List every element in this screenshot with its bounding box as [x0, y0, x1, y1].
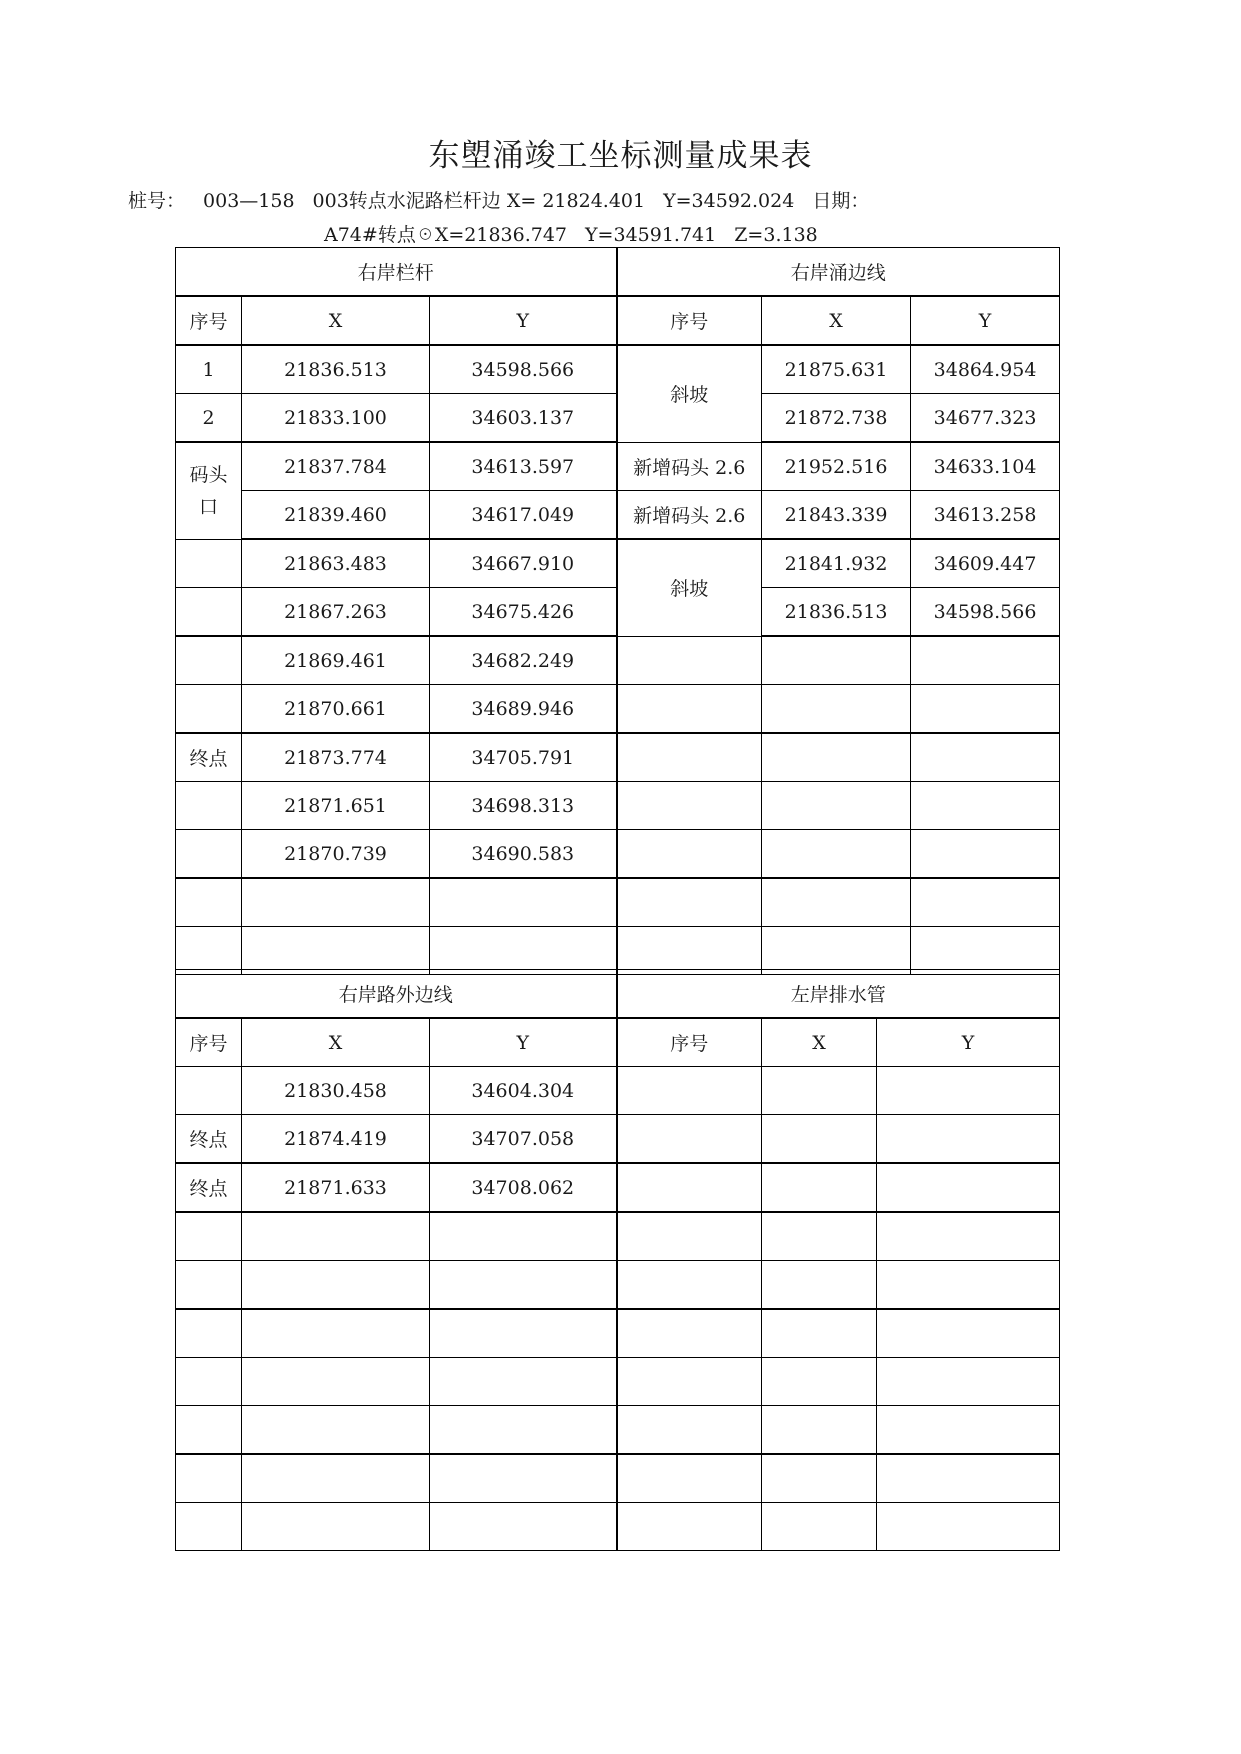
cell-empty [762, 1163, 877, 1212]
cell-x: 21952.516 [762, 442, 911, 491]
cell-empty [762, 1309, 877, 1358]
cell-y: 34609.447 [911, 539, 1060, 588]
table-row [176, 1406, 1060, 1455]
table-row [176, 830, 1060, 879]
cell-empty [430, 1261, 617, 1310]
table-row [176, 733, 1060, 782]
cell-x: 21875.631 [762, 345, 911, 394]
cell-empty [762, 830, 911, 879]
cell-empty [762, 1358, 877, 1406]
cell-seq: 新增码头 2.6 [617, 442, 762, 491]
cell-y: 34675.426 [430, 588, 617, 637]
cell-empty [430, 1212, 617, 1261]
cell-empty [242, 1454, 430, 1503]
cell-empty [176, 1309, 242, 1358]
table-row [176, 1503, 1060, 1551]
table-row [176, 1309, 1060, 1358]
cell-x: 21841.932 [762, 539, 911, 588]
cell-seq: 斜坡 [617, 345, 762, 442]
cell-empty [911, 733, 1060, 782]
cell-empty [430, 878, 617, 927]
table-row [176, 1067, 1060, 1115]
cell-empty [911, 927, 1060, 975]
cell-empty [762, 733, 911, 782]
cell-seq: 斜坡 [617, 539, 762, 636]
cell-empty [242, 1212, 430, 1261]
cell-empty [617, 927, 762, 975]
cell-empty [877, 1358, 1060, 1406]
cell-empty [877, 1454, 1060, 1503]
cell-x: 21870.739 [242, 830, 430, 879]
cell-empty [617, 1212, 762, 1261]
cell-empty [617, 782, 762, 830]
cell-x: 21833.100 [242, 394, 430, 443]
cell-empty [762, 782, 911, 830]
cell-y: 34613.597 [430, 442, 617, 491]
table-row [176, 1212, 1060, 1261]
cell-seq [176, 588, 242, 637]
stake-value: 003—158 [203, 190, 295, 212]
table-row [176, 1358, 1060, 1406]
cell-y: 34690.583 [430, 830, 617, 879]
point2-x: A74#转点☉X=21836.747 [324, 224, 568, 246]
table-row [176, 1261, 1060, 1310]
cell-empty [617, 878, 762, 927]
cell-empty [617, 1309, 762, 1358]
cell-empty [617, 1454, 762, 1503]
cell-empty [911, 636, 1060, 685]
cell-empty [617, 1163, 762, 1212]
cell-empty [877, 1067, 1060, 1115]
header-x: X [242, 296, 430, 345]
point1-x: 003转点水泥路栏杆边 X= 21824.401 [312, 190, 646, 212]
cell-y: 34613.258 [911, 491, 1060, 540]
cell-seq [176, 539, 242, 588]
cell-empty [176, 1503, 242, 1551]
cell-x: 21839.460 [242, 491, 430, 540]
cell-y: 34617.049 [430, 491, 617, 540]
cell-empty [176, 927, 242, 975]
cell-empty [430, 1406, 617, 1455]
cell-empty [762, 1115, 877, 1164]
header-seq: 序号 [617, 296, 762, 345]
cell-empty [242, 1309, 430, 1358]
cell-seq [176, 830, 242, 879]
cell-empty [176, 1454, 242, 1503]
cell-empty [617, 1115, 762, 1164]
cell-x: 21873.774 [242, 733, 430, 782]
table-row [176, 442, 1060, 491]
table-row [176, 1115, 1060, 1164]
cell-empty [176, 1261, 242, 1310]
cell-empty [430, 927, 617, 975]
cell-seq [176, 685, 242, 734]
header-x: X [762, 296, 911, 345]
point2-z: Z=3.138 [734, 224, 818, 246]
cell-empty [762, 1261, 877, 1310]
cell-y: 34604.304 [430, 1067, 617, 1115]
cell-y: 34598.566 [911, 588, 1060, 637]
cell-empty [877, 1406, 1060, 1455]
cell-x: 21836.513 [762, 588, 911, 637]
cell-seq: 1 [176, 345, 242, 394]
page-title: 东塱涌竣工坐标测量成果表 [428, 138, 813, 174]
cell-empty [911, 685, 1060, 734]
cell-empty [617, 1503, 762, 1551]
header-seq: 序号 [176, 296, 242, 345]
cell-x: 21869.461 [242, 636, 430, 685]
cell-empty [762, 636, 911, 685]
section-title-road-edge: 右岸路外边线 [176, 970, 617, 1019]
cell-x: 21871.633 [242, 1163, 430, 1212]
cell-x: 21830.458 [242, 1067, 430, 1115]
header-y: Y [877, 1018, 1060, 1067]
table-row [176, 636, 1060, 685]
table-row [176, 1163, 1060, 1212]
cell-empty [877, 1261, 1060, 1310]
cell-empty [617, 1067, 762, 1115]
cell-x: 21870.661 [242, 685, 430, 734]
cell-empty [242, 1406, 430, 1455]
cell-empty [430, 1358, 617, 1406]
cell-y: 34698.313 [430, 782, 617, 830]
cell-empty [242, 1358, 430, 1406]
cell-empty [911, 782, 1060, 830]
cell-x: 21867.263 [242, 588, 430, 637]
cell-seq: 终点 [176, 1115, 242, 1164]
header-line-1 [128, 186, 887, 213]
cell-empty [762, 1406, 877, 1455]
cell-y: 34677.323 [911, 394, 1060, 443]
header-seq: 序号 [176, 1018, 242, 1067]
cell-y: 34603.137 [430, 394, 617, 443]
cell-empty [762, 1212, 877, 1261]
cell-x: 21871.651 [242, 782, 430, 830]
cell-x: 21837.784 [242, 442, 430, 491]
table-row [176, 878, 1060, 927]
cell-empty [877, 1163, 1060, 1212]
cell-seq: 终点 [176, 733, 242, 782]
cell-seq: 2 [176, 394, 242, 443]
header-y: Y [430, 296, 617, 345]
stake-label: 桩号： [128, 190, 186, 212]
table-right-bank-railing [175, 247, 1060, 975]
cell-empty [176, 1358, 242, 1406]
cell-y: 34705.791 [430, 733, 617, 782]
cell-x: 21863.483 [242, 539, 430, 588]
date-label: 日期： [812, 190, 870, 212]
table-row [176, 345, 1060, 394]
point1-y: Y=34592.024 [663, 190, 795, 212]
cell-empty [430, 1503, 617, 1551]
cell-y: 34598.566 [430, 345, 617, 394]
header-x: X [762, 1018, 877, 1067]
cell-x: 21836.513 [242, 345, 430, 394]
cell-seq [176, 636, 242, 685]
cell-empty [176, 1406, 242, 1455]
cell-empty [617, 1358, 762, 1406]
cell-empty [242, 1261, 430, 1310]
section-title-channel-edge: 右岸涌边线 [617, 248, 1060, 297]
cell-empty [430, 1309, 617, 1358]
section-title-drain-pipe: 左岸排水管 [617, 970, 1060, 1019]
cell-x: 21843.339 [762, 491, 911, 540]
cell-y: 34864.954 [911, 345, 1060, 394]
cell-x: 21872.738 [762, 394, 911, 443]
cell-empty [911, 878, 1060, 927]
cell-empty [176, 1212, 242, 1261]
point2-y: Y=34591.741 [585, 224, 717, 246]
cell-seq [176, 1067, 242, 1115]
table-road-outer-edge [175, 969, 1060, 1551]
cell-empty [242, 1503, 430, 1551]
cell-empty [242, 927, 430, 975]
cell-empty [617, 685, 762, 734]
cell-x: 21874.419 [242, 1115, 430, 1164]
cell-empty [617, 1406, 762, 1455]
header-x: X [242, 1018, 430, 1067]
cell-y: 34682.249 [430, 636, 617, 685]
cell-empty [762, 878, 911, 927]
cell-y: 34633.104 [911, 442, 1060, 491]
cell-y: 34707.058 [430, 1115, 617, 1164]
header-y: Y [430, 1018, 617, 1067]
cell-empty [617, 636, 762, 685]
table-row [176, 1454, 1060, 1503]
table-row [176, 539, 1060, 588]
cell-empty [762, 927, 911, 975]
header-y: Y [911, 296, 1060, 345]
cell-empty [617, 733, 762, 782]
cell-empty [762, 1503, 877, 1551]
table-row [176, 927, 1060, 975]
cell-empty [877, 1212, 1060, 1261]
cell-empty [617, 830, 762, 879]
cell-seq: 码头口 [176, 442, 242, 539]
table-row [176, 491, 1060, 540]
cell-empty [242, 878, 430, 927]
cell-seq [176, 782, 242, 830]
cell-empty [877, 1503, 1060, 1551]
cell-y: 34708.062 [430, 1163, 617, 1212]
cell-empty [877, 1115, 1060, 1164]
cell-y: 34667.910 [430, 539, 617, 588]
cell-empty [176, 878, 242, 927]
cell-empty [877, 1309, 1060, 1358]
table-row [176, 782, 1060, 830]
cell-empty [911, 830, 1060, 879]
cell-empty [762, 1454, 877, 1503]
cell-seq: 终点 [176, 1163, 242, 1212]
cell-empty [617, 1261, 762, 1310]
cell-empty [762, 685, 911, 734]
cell-empty [762, 1067, 877, 1115]
section-title-railing: 右岸栏杆 [176, 248, 617, 297]
cell-empty [430, 1454, 617, 1503]
table-row [176, 685, 1060, 734]
cell-y: 34689.946 [430, 685, 617, 734]
cell-seq: 新增码头 2.6 [617, 491, 762, 540]
header-line-2 [324, 220, 836, 247]
header-seq: 序号 [617, 1018, 762, 1067]
